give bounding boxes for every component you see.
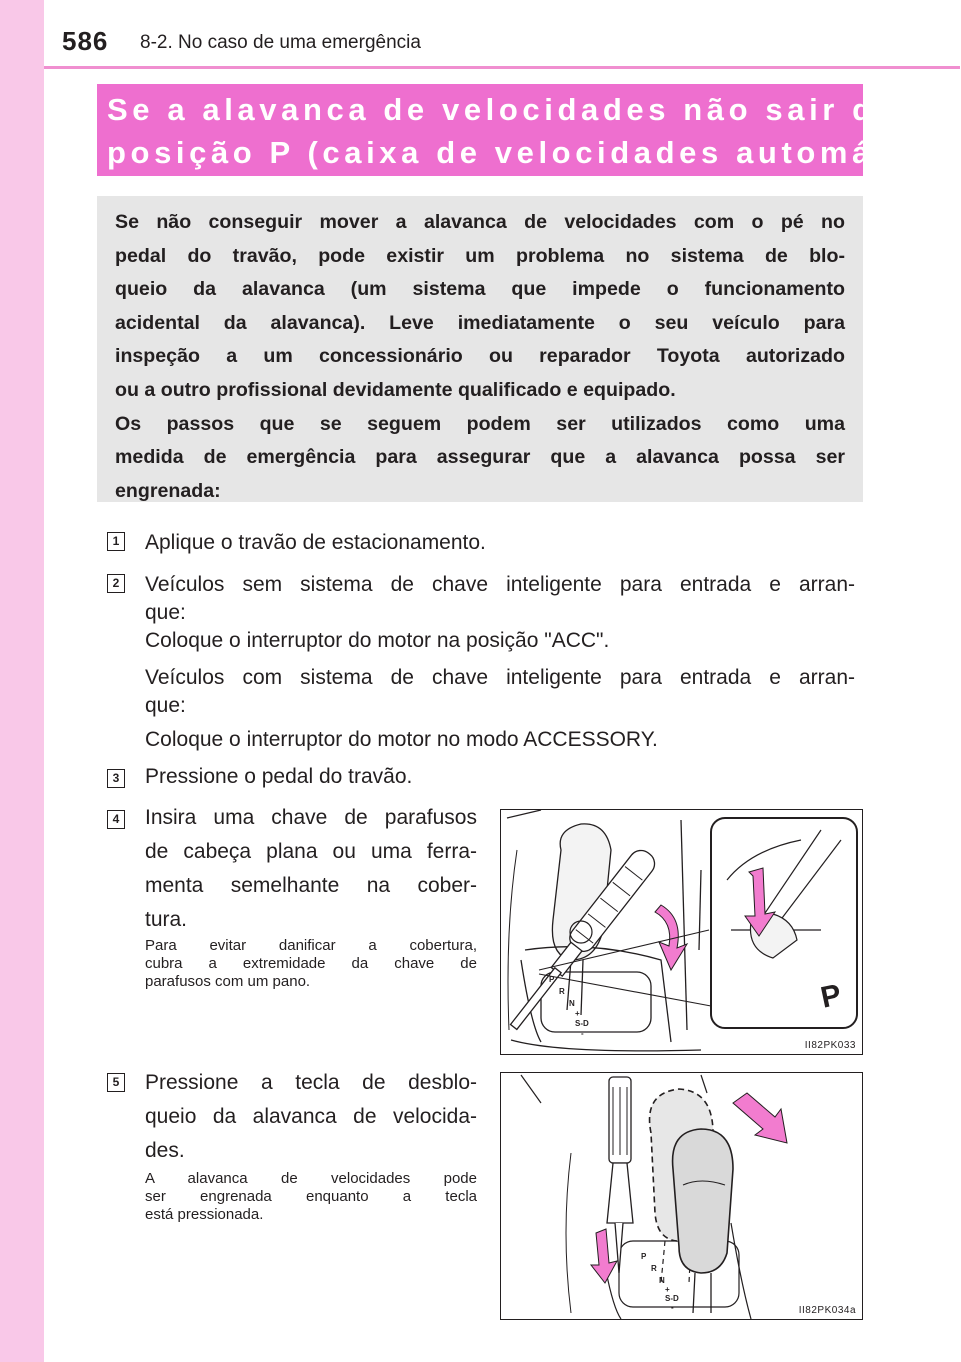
chapter-heading: 8-2. No caso de uma emergência: [140, 32, 421, 53]
step-5-note-line: A alavanca de velocidades pode: [145, 1170, 477, 1187]
figure-release-button: [500, 1072, 863, 1320]
step-4-note-line: parafusos com um pano.: [145, 973, 311, 990]
step-4-note-line: cubra a extremidade da chave de: [145, 955, 477, 972]
gate-label: +: [575, 1009, 580, 1018]
header-rule: [44, 66, 960, 69]
gate-label: R: [559, 987, 565, 996]
step-1-text: Aplique o travão de estacionamento.: [145, 531, 486, 554]
step-2-line: Veículos com sistema de chave inteligente para entrada e arran-: [145, 666, 855, 689]
figure-code: II82PK033: [804, 1040, 856, 1051]
step-5-line: Pressione a tecla de desblo-: [145, 1071, 477, 1094]
intro-line: medida de emergência para assegurar que a alavanca possa ser: [115, 446, 845, 469]
shift-lever-illustration: [501, 1073, 862, 1319]
step-5-note-line: ser engrenada enquanto a tecla: [145, 1188, 477, 1205]
section-title-line-2: posição P (caixa de velocidades automática): [107, 135, 961, 170]
step-5-line: queio da alavanca de velocida-: [145, 1105, 477, 1128]
screwdriver-illustration: [501, 810, 862, 1054]
gate-label: N: [659, 1276, 665, 1285]
section-title: [97, 84, 961, 176]
intro-line: queio da alavanca (um sistema que impede o funcionamento: [115, 278, 845, 301]
gate-label: P: [641, 1252, 647, 1261]
step-4-line: menta semelhante na cober-: [145, 874, 477, 897]
gate-label: N: [569, 999, 575, 1008]
step-4-line: tura.: [145, 908, 188, 931]
step-number-1: 1: [107, 532, 125, 551]
gate-label: S-D: [575, 1019, 589, 1028]
intro-line: inspeção a um concessionário ou reparador Toyota autorizado: [115, 345, 845, 368]
intro-line: pedal do travão, pode existir um problema no sistema de blo-: [115, 244, 845, 267]
figure-code: II82PK034a: [798, 1305, 856, 1316]
intro-line: engrenada:: [115, 479, 221, 502]
page-number: 586: [62, 26, 109, 56]
step-number-4: 4: [107, 810, 125, 829]
step-2-line: Coloque o interruptor do motor no modo ACCESSORY.: [145, 728, 658, 751]
step-2-line: que:: [145, 694, 186, 717]
gate-label: -: [581, 1029, 584, 1038]
step-5-note-line: está pressionada.: [145, 1206, 264, 1223]
step-4-line: de cabeça plana ou uma ferra-: [145, 840, 477, 863]
step-4-note-line: Para evitar danificar a cobertura,: [145, 937, 477, 954]
gate-label: R: [651, 1264, 657, 1273]
section-title-line-1: Se a alavanca de velocidades não sair da: [107, 92, 898, 127]
step-4-line: Insira uma chave de parafusos: [145, 806, 477, 829]
intro-line: Os passos que se seguem podem ser utilizados como uma: [115, 412, 845, 435]
step-3-text: Pressione o pedal do travão.: [145, 765, 413, 788]
step-2-line: Veículos sem sistema de chave inteligente para entrada e arran-: [145, 573, 855, 596]
intro-line: acidental da alavanca). Leve imediatamente o seu veículo para: [115, 311, 845, 334]
gate-label: +: [665, 1285, 670, 1294]
step-5-note: [145, 1170, 477, 1224]
step-number-5: 5: [107, 1073, 125, 1092]
side-tab-strip: [0, 0, 44, 1362]
step-number-2: 2: [107, 574, 125, 593]
step-2-line: que:: [145, 601, 186, 624]
intro-line: Se não conseguir mover a alavanca de velocidades com o pé no: [115, 211, 845, 233]
gate-label: S-D: [665, 1294, 679, 1303]
step-number-3: 3: [107, 769, 125, 788]
gate-label: P: [549, 975, 555, 984]
figure-screwdriver-cover: [500, 809, 863, 1055]
intro-line: ou a outro profissional devidamente qualificado e equipado.: [115, 378, 676, 401]
step-5-line: des.: [145, 1139, 185, 1162]
gate-label: -: [671, 1303, 674, 1312]
step-2-line: Coloque o interruptor do motor na posição "ACC".: [145, 629, 610, 652]
figure-letter-p: P: [817, 978, 845, 1015]
step-4-note: [145, 937, 477, 991]
intro-box: [97, 196, 863, 502]
